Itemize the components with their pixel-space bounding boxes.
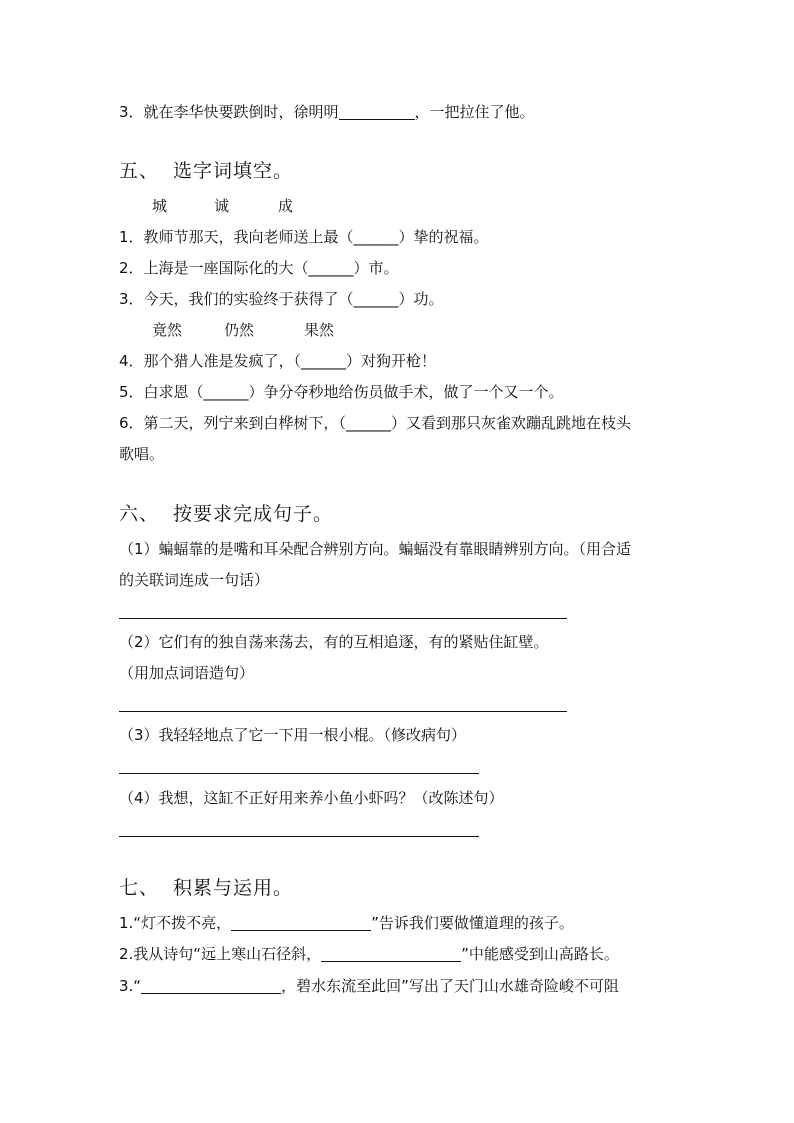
answer-line-4[interactable] — [119, 836, 479, 837]
item-7-3: 3.“ ，碧水东流至此回”写出了天门山水雄奇险峻不可阻 — [119, 977, 619, 995]
item-4: 4．那个猎人准是发疯了，（______）对狗开枪！ — [119, 352, 437, 370]
section-7-heading: 七、 积累与运用。 — [119, 877, 294, 899]
q1-line-1: （1）蝙蝠靠的是嘴和耳朵配合辨别方向。蝙蝠没有靠眼睛辨别方向。（用合适 — [119, 540, 632, 558]
answer-blank[interactable] — [339, 103, 415, 120]
answer-line-3[interactable] — [119, 773, 479, 774]
q1-line-2: 的关联词连成一句话） — [119, 571, 270, 589]
answer-blank[interactable] — [321, 945, 461, 962]
item-2: 2．上海是一座国际化的大（______）市。 — [119, 259, 399, 277]
word-options-1: 城 诚 成 — [152, 197, 294, 215]
word-options-2: 竟然 仍然 果然 — [152, 321, 335, 339]
q3: （3）我轻轻地点了它一下用一根小棍。（修改病句） — [119, 726, 467, 744]
item-3: 3．今天，我们的实验终于获得了（______）功。 — [119, 290, 444, 308]
section-6-heading: 六、 按要求完成句子。 — [119, 503, 334, 525]
item-5: 5．白求恩（______）争分夺秒地给伤员做手术，做了一个又一个。 — [119, 383, 564, 401]
answer-line-2[interactable] — [119, 711, 567, 712]
item-7-2: 2.我从诗句“远上寒山石径斜， ”中能感受到山高路长。 — [119, 945, 619, 963]
q2-line-1: （2）它们有的独自荡来荡去，有的互相追逐，有的紧贴住缸壁。 — [119, 633, 549, 651]
answer-blank[interactable] — [231, 914, 371, 931]
q2-line-2: （用加点词语造句） — [119, 664, 255, 682]
item-6-line-2: 歌唱。 — [119, 445, 165, 463]
item-6-line-1: 6．第二天，列宁来到白桦树下，（______）又看到那只灰雀欢蹦乱跳地在枝头 — [119, 414, 632, 432]
answer-line-1[interactable] — [119, 618, 567, 619]
q4: （4）我想，这缸不正好用来养小鱼小虾吗？（改陈述句） — [119, 789, 504, 807]
question-3-prev: 3．就在李华快要跌倒时，徐明明 ，一把拉住了他。 — [119, 103, 535, 121]
answer-blank[interactable] — [141, 977, 281, 994]
item-1: 1．教师节那天，我向老师送上最（______）挚的祝福。 — [119, 228, 489, 246]
section-5-heading: 五、 选字词填空。 — [119, 160, 294, 182]
item-7-1: 1.“灯不拨不亮， ”告诉我们要做懂道理的孩子。 — [119, 914, 574, 932]
